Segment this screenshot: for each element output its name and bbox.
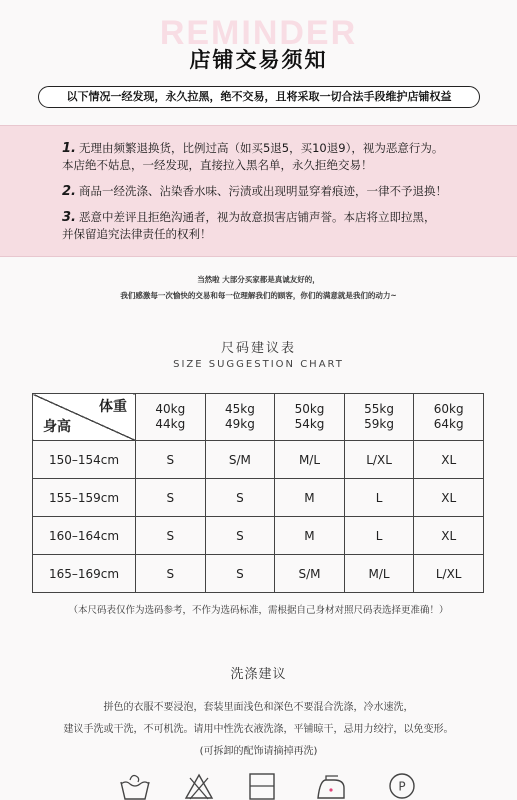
rule-line: 并保留追究法律责任的权利！ bbox=[62, 227, 212, 241]
flat-dry-icon bbox=[248, 772, 276, 800]
warning-banner: 以下情况一经发现，永久拉黑，绝不交易，且将采取一切合法手段维护店铺权益 bbox=[38, 86, 480, 108]
rule-line: 恶意中差评且拒绝沟通者，视为故意损害店铺声誉。本店将立即拉黑， bbox=[78, 210, 436, 224]
size-cell: L/XL bbox=[414, 555, 484, 593]
dry-clean-letter: P bbox=[398, 779, 406, 794]
size-cell: L bbox=[344, 517, 414, 555]
rule-3 bbox=[62, 209, 435, 243]
rules-panel bbox=[0, 125, 517, 257]
size-cell: S bbox=[136, 555, 206, 593]
table-header-row bbox=[33, 394, 484, 441]
weight-column: 40kg 44kg bbox=[136, 394, 206, 441]
size-cell: S bbox=[136, 479, 206, 517]
size-cell: S bbox=[205, 517, 275, 555]
size-cell: S/M bbox=[275, 555, 345, 593]
washing-title: 洗涤建议 bbox=[230, 667, 287, 682]
weight-column: 55kg 59kg bbox=[344, 394, 414, 441]
page-title: 店铺交易须知 bbox=[189, 48, 328, 72]
dry-clean-icon bbox=[388, 772, 416, 800]
weight-column: 50kg 54kg bbox=[275, 394, 345, 441]
thanks-line-1: 当然啦 大部分买家都是真诚友好的， bbox=[197, 275, 320, 284]
size-cell: XL bbox=[414, 441, 484, 479]
rule-2 bbox=[62, 183, 447, 200]
weight-label: 体重 bbox=[99, 399, 127, 415]
size-cell: M/L bbox=[344, 555, 414, 593]
reminder-watermark: REMINDER bbox=[159, 14, 358, 52]
washing-line: 拼色的衣服不要浸泡，套装里面浅色和深色不要混合洗涤，冷水速洗， bbox=[103, 702, 414, 713]
rule-line: 无理由频繁退换货，比例过高（如买5退5，买10退9），视为恶意行为。 bbox=[78, 141, 444, 155]
size-chart-title: 尺码建议表 bbox=[220, 341, 296, 356]
table-row bbox=[33, 555, 484, 593]
size-cell: XL bbox=[414, 479, 484, 517]
size-cell: L/XL bbox=[344, 441, 414, 479]
size-cell: M bbox=[275, 479, 345, 517]
rule-number: 2. bbox=[62, 184, 76, 199]
height-cell: 160–164cm bbox=[33, 517, 136, 555]
low-iron-icon bbox=[314, 772, 348, 800]
washing-line: (可拆卸的配饰请摘掉再洗) bbox=[199, 746, 318, 757]
table-row bbox=[33, 517, 484, 555]
size-cell: L bbox=[344, 479, 414, 517]
weight-column: 60kg 64kg bbox=[414, 394, 484, 441]
size-cell: S bbox=[205, 555, 275, 593]
height-cell: 155–159cm bbox=[33, 479, 136, 517]
height-label: 身高 bbox=[43, 419, 71, 435]
height-cell: 165–169cm bbox=[33, 555, 136, 593]
size-table bbox=[32, 393, 484, 593]
rule-1 bbox=[62, 140, 443, 174]
height-cell: 150–154cm bbox=[33, 441, 136, 479]
size-chart-note: （本尺码表仅作为选码参考，不作为选码标准，需根据自己身材对照尺码表选择更准确！） bbox=[68, 605, 449, 616]
size-cell: M/L bbox=[275, 441, 345, 479]
table-row bbox=[33, 479, 484, 517]
size-cell: S bbox=[136, 517, 206, 555]
size-cell: XL bbox=[414, 517, 484, 555]
corner-cell bbox=[33, 394, 136, 441]
hand-wash-icon bbox=[118, 772, 152, 800]
rule-number: 3. bbox=[62, 210, 76, 225]
rule-number: 1. bbox=[62, 141, 76, 156]
rule-line: 商品一经洗涤、沾染香水味、污渍或出现明显穿着痕迹，一律不予退换！ bbox=[78, 184, 447, 198]
care-icons bbox=[0, 772, 517, 800]
size-chart-subtitle: SIZE SUGGESTION CHART bbox=[173, 359, 344, 370]
no-bleach-icon bbox=[184, 772, 214, 800]
washing-line: 建议手洗或干洗，不可机洗。请用中性洗衣液洗涤，平铺晾干，忌用力绞拧，以免变形。 bbox=[63, 724, 454, 735]
size-cell: S bbox=[136, 441, 206, 479]
size-cell: M bbox=[275, 517, 345, 555]
table-row bbox=[33, 441, 484, 479]
thanks-line-2: 我们感激每一次愉快的交易和每一位理解我们的顾客，你们的满意就是我们的动力~ bbox=[120, 291, 397, 300]
rule-line: 本店绝不姑息，一经发现，直接拉入黑名单，永久拒绝交易！ bbox=[62, 158, 373, 172]
size-cell: S bbox=[205, 479, 275, 517]
weight-column: 45kg 49kg bbox=[205, 394, 275, 441]
size-cell: S/M bbox=[205, 441, 275, 479]
